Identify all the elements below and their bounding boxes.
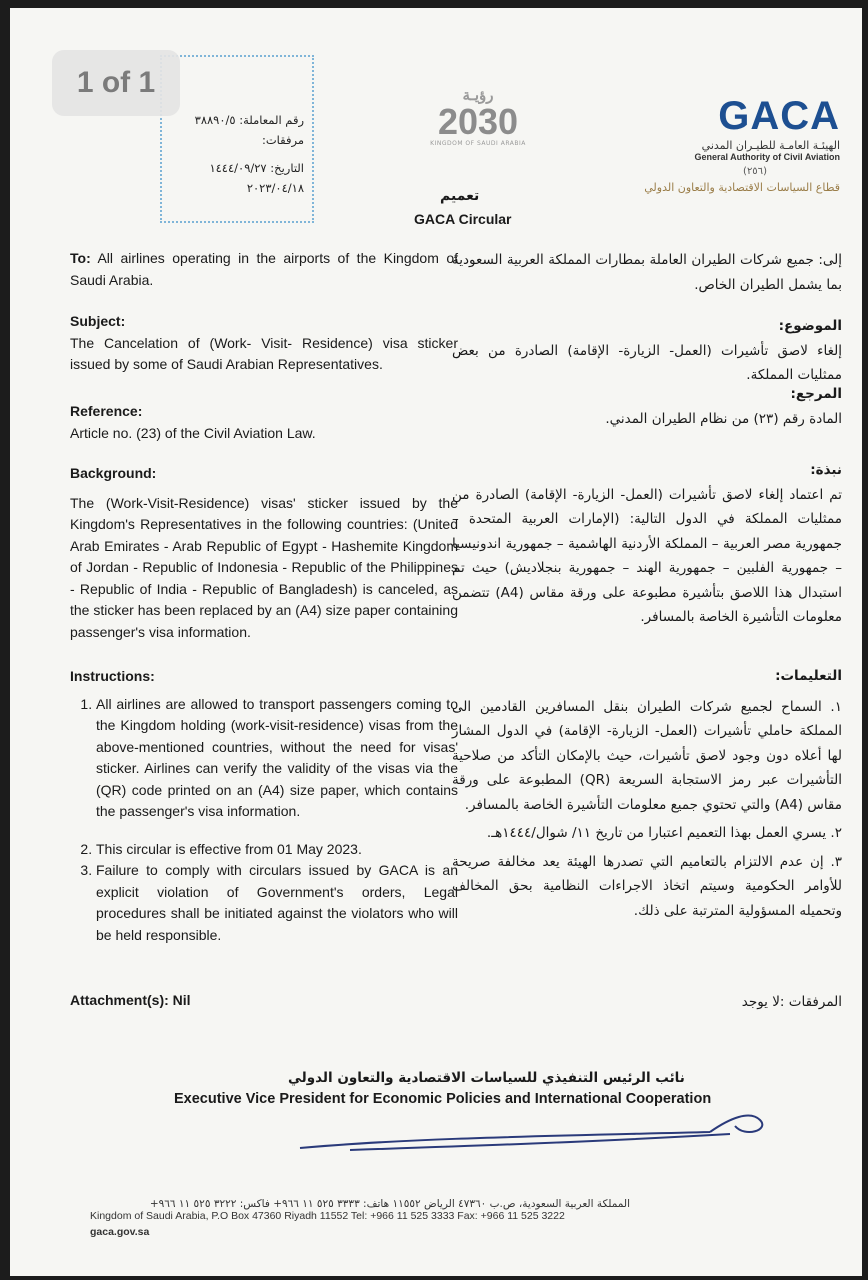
handwritten-signature: [290, 1098, 790, 1168]
reference-stamp-box: [160, 55, 314, 223]
gaca-name-ar: الهيئـة العامـة للطيـران المدني: [701, 139, 840, 152]
instruction-item-2: 2. This circular is effective from 01 May 2023.: [96, 839, 458, 861]
date-gregorian: ٢٠٢٣/٠٤/١٨: [246, 181, 304, 195]
to-label: To:: [70, 250, 91, 266]
attachments-label: مرفقات:: [261, 133, 304, 147]
instruction-item-ar-3: ٣. إن عدم الالتزام بالتعاميم التي تصدرها الهيئة يعد مخالفة صريحة للأوامر الحكومية وسيتم اتخاذ الاجراءات النظامية بحق المخالف وتحميله المسؤولية المترتبة على ذلك.: [452, 853, 842, 919]
reference-section-ar: [452, 382, 842, 431]
instruction-item-ar-2: ٢. يسري العمل بهذا التعميم اعتبارا من تاريخ ١١/ شوال/١٤٤٤هـ.: [486, 825, 842, 841]
footer: [90, 1198, 630, 1238]
instructions-label-ar: التعليمات:: [775, 668, 842, 684]
footer-website: gaca.gov.sa: [90, 1226, 150, 1238]
signatory-title-ar: نائب الرئيس التنفيذي للسياسات الاقتصادية والتعاون الدولي: [288, 1070, 685, 1086]
gaca-sector: قطاع السياسات الاقتصادية والتعاون الدولي: [644, 181, 840, 194]
subject-text-ar: إلغاء لاصق تأشيرات (العمل- الزيارة- الإقامة) الصادرة من بعض ممثليات المملكة.: [452, 342, 842, 383]
footer-address-ar: المملكة العربية السعودية، ص.ب ٤٧٣٦٠ الرياض ١١٥٥٢ هاتف: ٣٣٣٣ ٥٢٥ ١١ ٩٦٦+ فاكس: ٣٢٢٢ ٥٢٥ ١١ ٩٦٦+: [149, 1198, 630, 1210]
instructions-section-ar: [452, 664, 842, 923]
footer-address-en: Kingdom of Saudi Arabia, P.O Box 47360 Riyadh 11552 Tel: +966 11 525 3333 Fax: +966 11 525 3222: [90, 1210, 565, 1222]
date-hijri: التاريخ: ١٤٤٤/٠٩/٢٧: [209, 161, 304, 175]
document-page: [10, 8, 862, 1276]
vision-sub: KINGDOM OF SAUDI ARABIA: [430, 140, 526, 147]
reference-text: Article no. (23) of the Civil Aviation Law.: [70, 424, 316, 441]
signatory-title-en: Executive Vice President for Economic Policies and International Cooperation: [174, 1091, 712, 1107]
gaca-code: (٢٥٦): [743, 166, 767, 177]
reference-text-ar: المادة رقم (٢٣) من نظام الطيران المدني.: [605, 410, 842, 427]
background-label: Background:: [70, 465, 157, 481]
gaca-logo: GACA: [718, 94, 840, 138]
subject-section-en: [70, 311, 458, 376]
instructions-list: [70, 694, 458, 947]
subject-text: The Cancelation of (Work- Visit- Residence) visa sticker issued by some of Saudi Arabian Representatives.: [70, 334, 458, 372]
to-text: All airlines operating in the airports of the Kingdom of Saudi Arabia.: [70, 250, 459, 288]
subject-label-ar: الموضوع:: [778, 318, 842, 334]
subject-section-ar: [452, 314, 842, 388]
attachment-ar: المرفقات :لا يوجد: [741, 994, 842, 1010]
background-text: The (Work-Visit-Residence) visas' sticker issued by the Kingdom's Representatives in the following countries: (United Arab Emirates - Arab Republic of Egypt - Hashemite Kingdom of Jordan - Republic of Indonesia - Republic of the Philippines - Republic of India - Republic of Bangladesh) is canceled, as the sticker has been replaced by an (A4) size paper containing passenger's visa information.: [70, 494, 458, 640]
instructions-section-en: [70, 666, 458, 946]
instructions-label: Instructions:: [70, 668, 155, 684]
background-section-en: [70, 463, 458, 643]
gaca-name-en: General Authority of Civil Aviation: [694, 152, 840, 162]
background-section-ar: [452, 458, 842, 630]
instruction-item-ar-1: ١. السماح لجميع شركات الطيران بنقل المسافرين القادمين الى المملكة حاملي تأشيرات (العمل- الزيارة- الإقامة) في الدول المشار لها أعلاه دون وجود لاصق تأشيرات، حيث بالإمكان التأكد من صلاحية التأشيرات عبر رمز الاستجابة السريعة (QR) المطبوعة على ورقة مقاس (A4) والتي تحتوي جميع معلومات التأشيرة الخاصة بالمسافر.: [452, 698, 842, 813]
subject-label: Subject:: [70, 313, 126, 329]
background-label-ar: نبذة:: [810, 462, 842, 478]
transaction-number: رقم المعاملة: ٣٨٨٩٠/٥: [194, 113, 304, 127]
instruction-item-3: 3. Failure to comply with circulars issued by GACA is an explicit violation of Government's orders, Legal procedures shall be initiated against the violators who will be held responsible.: [96, 860, 458, 946]
circular-title-en: GACA Circular: [414, 211, 512, 227]
background-text-ar: تم اعتماد إلغاء لاصق تأشيرات (العمل- الزيارة- الإقامة) الصادرة من ممثليات المملكة في الدول التالية: (الإمارات العربية المتحدة – جمهورية مصر العربية – المملكة الأردنية الهاشمية – جمهورية اندونيسيا – جمهورية الفلبين – جمهورية الهند – جمهورية بنجلاديش) حيث تم استبدال هذا اللاصق بتأشيرة مطبوعة على ورقة مقاس (A4) تتضمن معلومات التأشيرة الخاصة بالمسافر.: [452, 486, 842, 625]
instruction-item-1: 1. All airlines are allowed to transport passengers coming to the Kingdom holding (work-visit-residence) visas from the above-mentioned countries, without the need for visas' sticker. Airlines can verify the validity of the visas via the (QR) code printed on an (A4) size paper, which contains the passenger's visa information.: [96, 694, 458, 823]
gaca-letterhead: [630, 94, 840, 194]
vision-year: 2030: [437, 101, 519, 142]
to-section-en: [70, 248, 458, 291]
reference-label-ar: المرجع:: [790, 386, 842, 402]
page-indicator: 1 of 1: [52, 50, 180, 116]
circular-title-ar: تعميم: [440, 188, 480, 204]
to-section-ar: إلى: جميع شركات الطيران العاملة بمطارات المملكة العربية السعودية بما يشمل الطيران الخاص.: [452, 252, 842, 293]
attachment-en: Attachment(s): Nil: [70, 992, 191, 1008]
vision-2030-logo: [408, 86, 548, 168]
vision-arabic: رؤيـة: [462, 87, 494, 104]
reference-section-en: [70, 401, 458, 444]
reference-label: Reference:: [70, 403, 143, 419]
